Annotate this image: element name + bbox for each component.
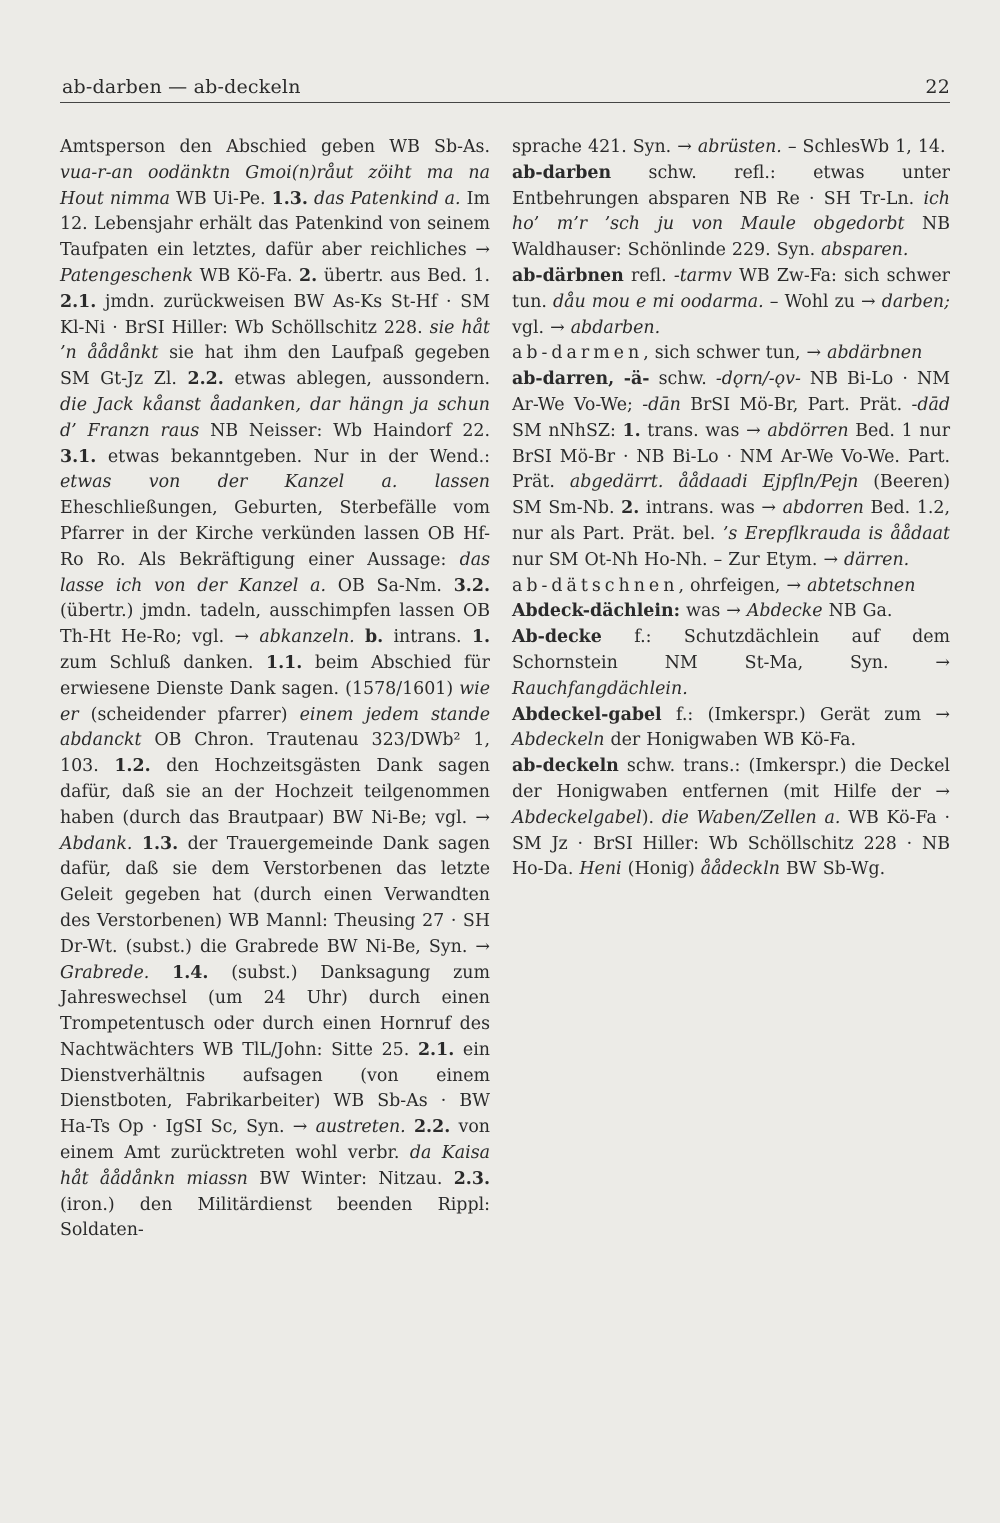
dictionary-entry: sprache 421. Syn. → abrüsten. – SchlesWb 1, 14. <box>512 137 946 157</box>
dictionary-entry: ab-deckeln schw. trans.: (Imkerspr.) die Deckel der Honigwaben entfernen (mit Hilfe der → Abdeckelgabel). die Waben/Zellen a. WB Kö-Fa · SM Jz · BrSI Hiller: Wb Schöllschitz 228 · NB Ho-Da. Heni (Honig) åådeckln BW Sb-Wg. <box>512 756 950 880</box>
left-column-text: Amtsperson den Abschied geben WB Sb-As. vua-r-an oodänktn Gmoi(n)råut zöiht ma na Hout nimma WB Ui-Pe. 1.3. das Patenkind a. Im 12. Lebensjahr erhält das Patenkind von seinem Taufpaten ein letztes, dafür aber reichliches → Patengeschenk WB Kö-Fa. 2. übertr. aus Bed. 1. 2.1. jmdn. zurückweisen BW As-Ks St-Hf · SM Kl-Ni · BrSI Hiller: Wb Schöllschitz 228. sie håt ’n åådånkt sie hat ihm den Laufpaß gegeben SM Gt-Jz Zl. 2.2. etwas ablegen, aussondern. die Jack kåanst åadanken, dar hängn ja schun d’ Franzn raus NB Neisser: Wb Haindorf 22. 3.1. etwas bekanntgeben. Nur in der Wend.: etwas von der Kanzel a. lassen Eheschließungen, Geburten, Sterbefälle vom Pfarrer in der Kirche verkünden lassen OB Hf-Ro Ro. Als Bekräftigung einer Aussage: das lasse ich von der Kanzel a. OB Sa-Nm. 3.2. (übertr.) jmdn. tadeln, ausschimpfen lassen OB Th-Ht He-Ro; vgl. → abkanzeln. b. intrans. 1. zum Schluß danken. 1.1. beim Abschied für erwiesene Dienste Dank sagen. (1578/1601) wie er (scheidender pfarrer) einem jedem stande abdanckt OB Chron. Trautenau 323/DWb² 1, 103. 1.2. den Hochzeitsgästen Dank sagen dafür, daß sie an der Hochzeit teilgenommen haben (durch das Brautpaar) BW Ni-Be; vgl. → Abdank. 1.3. der Trauergemeinde Dank sagen dafür, daß sie dem Verstorbenen das letzte Geleit gegeben hat (durch einen Verwandten des Verstorbenen) WB Mannl: Theusing 27 · SH Dr-Wt. (subst.) die Grabrede BW Ni-Be, Syn. → Grabrede. 1.4. (subst.) Danksagung zum Jahreswechsel (um 24 Uhr) durch einen Trompetentusch oder durch einen Hornruf des Nachtwächters WB TlL/John: Sitte 25. 2.1. ein Dienstverhältnis aufsagen (von einem Dienstboten, Fabrikarbeiter) WB Sb-As · BW Ha-Ts Op · IgSI Sc, Syn. → austreten. 2.2. von einem Amt zurücktreten wohl verbr. da Kaisa håt åådånkn miassn BW Winter: Nitzau. 2.3. (iron.) den Militärdienst beenden Rippl: Soldaten- <box>60 137 491 1241</box>
dictionary-entry: Ab-decke f.: Schutzdächlein auf dem Schornstein NM St-Ma, Syn. → Rauchfangdächlein. <box>512 627 950 699</box>
header-title: ab-darben — ab-deckeln <box>62 76 301 98</box>
right-column <box>512 135 950 883</box>
dictionary-entry: ab-därbnen refl. -tarmv WB Zw-Fa: sich schwer tun. dåu mou e mi oodarma. – Wohl zu → darben; vgl. → abdarben. <box>512 265 950 338</box>
dictionary-entry: ab-darren, -ä- schw. -dǫrn/-ǫv- NB Bi-Lo · NM Ar-We Vo-We; -dān BrSI Mö-Br, Part. Prät. -dād SM nNhSZ: 1. trans. was → abdörren Bed. 1 nur BrSI Mö-Br · NB Bi-Lo · NM Ar-We Vo-We. Part. Prät. abgedärrt. åådaadi Ejpfln/Pejn (Beeren) SM Sm-Nb. 2. intrans. was → abdorren Bed. 1.2, nur als Part. Prät. bel. ’s Erepflkrauda is åådaat nur SM Ot-Nh Ho-Nh. – Zur Etym. → därren. <box>512 369 951 570</box>
dictionary-entry: Abdeck-dächlein: was → Abdecke NB Ga. <box>512 601 893 622</box>
dictionary-entry: ab-darmen, sich schwer tun, → abdärbnen <box>512 343 923 364</box>
left-column <box>60 135 490 1244</box>
dictionary-entry: ab-dätschnen, ohrfeigen, → abtetschnen <box>512 575 916 596</box>
running-header <box>60 70 950 103</box>
page-number: 22 <box>925 76 950 98</box>
dictionary-entry: Abdeckel-gabel f.: (Imkerspr.) Gerät zum → Abdeckeln der Honigwaben WB Kö-Fa. <box>512 704 950 751</box>
dictionary-entry: ab-darben schw. refl.: etwas unter Entbehrungen absparen NB Re · SH Tr-Ln. ich ho’ m’r ’sch ju von Maule obgedorbt NB Waldhauser: Schönlinde 229. Syn. absparen. <box>512 162 950 261</box>
